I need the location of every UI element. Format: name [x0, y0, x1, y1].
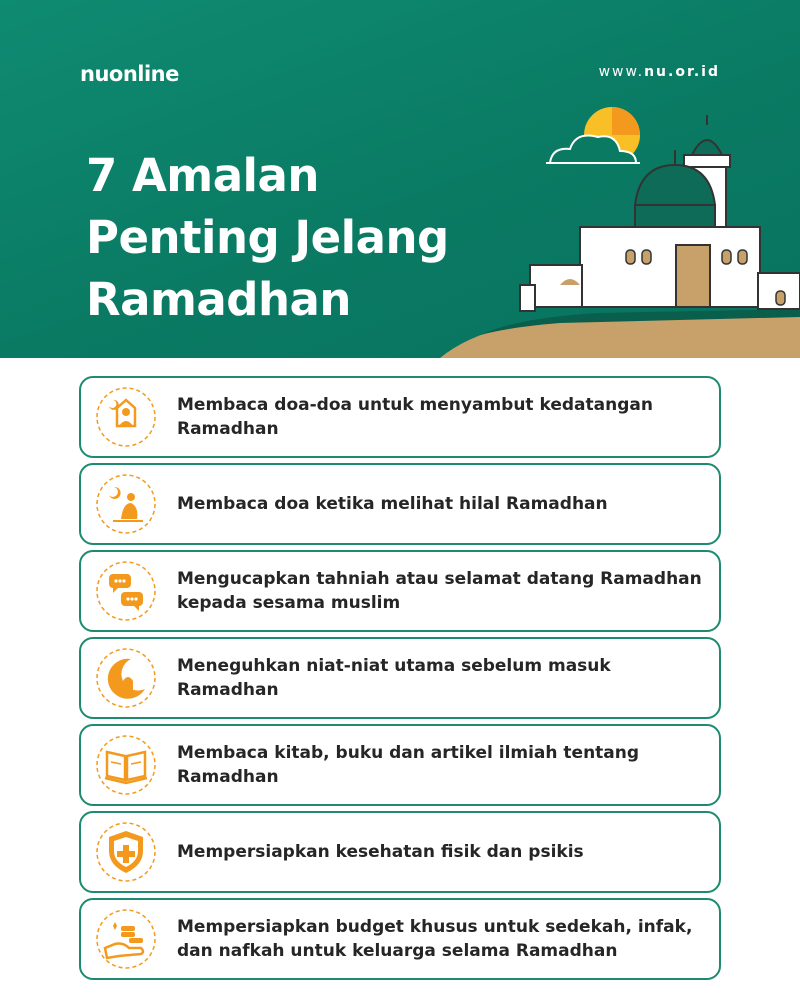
page-title: [86, 145, 449, 331]
amalan-item: [79, 898, 721, 980]
header-banner: [0, 0, 800, 358]
amalan-item: [79, 550, 721, 632]
title-line-2: Penting Jelang: [86, 211, 449, 264]
amalan-item-text: Mempersiapkan kesehatan fisik dan psikis: [177, 842, 584, 862]
amalan-item: [79, 811, 721, 893]
chat-bubbles-icon: [95, 560, 157, 622]
amalan-item: [79, 463, 721, 545]
amalan-item-text: Mempersiapkan budget khusus untuk sedekah, infak, dan nafkah untuk keluarga selama Ramadhan: [177, 917, 693, 961]
amalan-item-text: Meneguhkan niat-niat utama sebelum masuk Ramadhan: [177, 656, 611, 700]
title-line-3: Ramadhan: [86, 273, 351, 326]
amalan-item-text: Membaca kitab, buku dan artikel ilmiah tentang Ramadhan: [177, 743, 640, 787]
nuonline-logo: nuonline: [80, 62, 179, 86]
praying-person-icon: [95, 386, 157, 448]
crescent-mosque-icon: [95, 647, 157, 709]
amalan-item-text: Mengucapkan tahniah atau selamat datang Ramadhan kepada sesama muslim: [177, 569, 702, 613]
amalan-item: [79, 724, 721, 806]
amalan-item: [79, 637, 721, 719]
url-prefix: www.: [598, 64, 645, 80]
website-url: [599, 64, 720, 80]
url-domain: nu.or.id: [644, 64, 720, 80]
amalan-item: [79, 376, 721, 458]
mosque-illustration: [440, 95, 800, 358]
prayer-under-moon-icon: [95, 473, 157, 535]
health-shield-icon: [95, 821, 157, 883]
title-line-1: 7 Amalan: [86, 149, 319, 202]
open-book-icon: [95, 734, 157, 796]
amalan-item-text: Membaca doa-doa untuk menyambut kedatangan Ramadhan: [177, 395, 653, 439]
amalan-item-text: Membaca doa ketika melihat hilal Ramadhan: [177, 494, 608, 514]
hand-coins-icon: [95, 908, 157, 970]
